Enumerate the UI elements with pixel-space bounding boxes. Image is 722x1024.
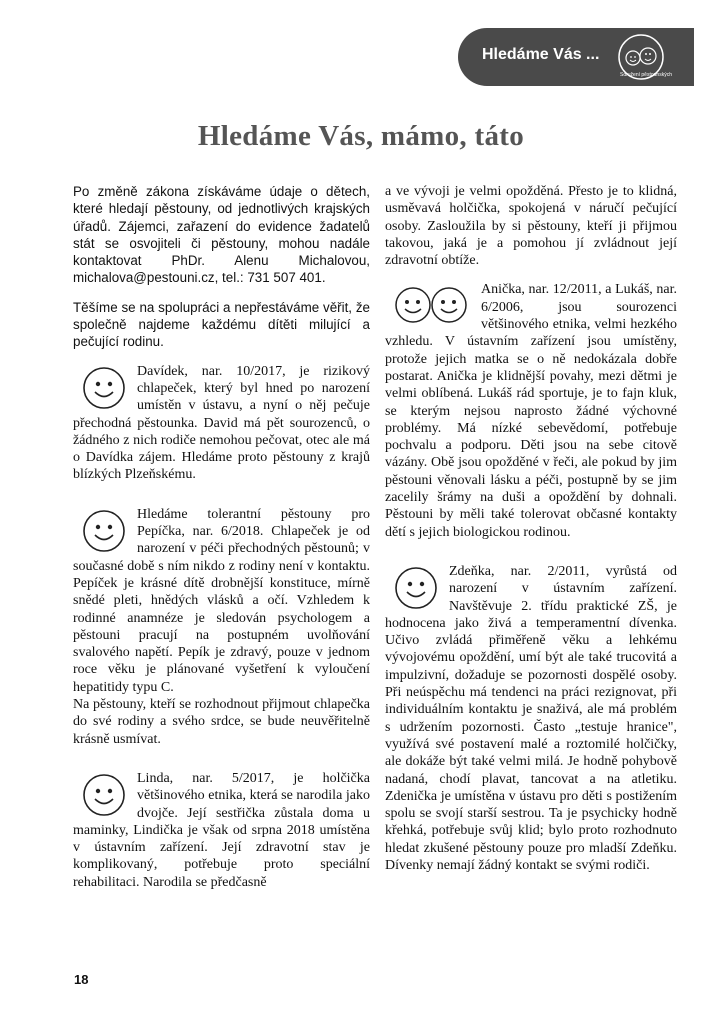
smiley-face-icon: [393, 565, 439, 611]
smiley-face-icon: [81, 508, 127, 554]
smiley-face-icon: [81, 772, 127, 818]
two-smiley-faces-icon: [393, 285, 473, 325]
section-header-label: Hledáme Vás ...: [482, 46, 600, 63]
pepicek-paragraph: Hledáme tolerantní pěstouny pro Pepíčka, nar. 6/2018. Chlapeček je od narození v péči přechodných pěstounů; v současné době s ním nikdo z rodiny není v kontaktu. Pepíček je krásné dítě drobnější konstituce, mírně snědé pleti, hnědých vlásků a očí. Vzhledem k rodinné anamnéze je sledován psychologem a pěstouni pracují na postupném uvolňování svalového napětí. Pepík je zdravý, pouze v jednom roce věku je plánované vyšetření k vyloučení hepatitidy typu C.: [73, 506, 370, 695]
smiley-face-icon: [81, 365, 127, 411]
linda-continued-paragraph: a ve vývoji je velmi opožděná. Přesto je to klidná, usměvavá holčička, spokojená v náručí pečující osoby. Zasloužila by si pěstouny, kteří ji přijmou takovou, jaká je a pomohou jí zvládnout její zdravotní obtíže.: [385, 184, 677, 269]
intro-paragraph: Po změně zákona získáváme údaje o dětech, které hledají pěstouny, od jednotlivých krajských úřadů. Zájemci, zařazení do evidence žadatelů stát se osvojiteli či pěstouny, mohou nadále kontaktovat PhDr. Alenu Michalovou, michalova@pestouni.cz, tel.: 731 507 401.: [73, 184, 370, 286]
anicka-lukas-paragraph: Anička, nar. 12/2011, a Lukáš, nar. 6/2006, jsou sourozenci většinového etnika, velmi hezkého vzhledu. V ústavním zařízení jsou umístěny, protože jejich matka se o ně nedokázala dobře postarat. Anička je klidnější povahy, mezi dětmi je velmi oblíbená. Lukáš rád sportuje, je to fajn kluk, se kterým nejsou naprosto žádné výchovné problémy. Má nízké sebevědomí, potřebuje pochvalu a podporu. Děti jsou na sebe citově vázány. Obě jsou opožděné v řeči, ale pokud by jim pěstouni věnovali lásku a péči, postupně by se jim zacelily šrámy na duši a opoždění by dohnali. Pěstouni by měli také tolerovat občasné kontakty dětí s jejich biologickou rodinou.: [385, 282, 677, 540]
david-paragraph: Davídek, nar. 10/2017, je rizikový chlapeček, který byl hned po narození umístěn v ústavu, a nyní o něj pečuje přechodná pěstounka. David má pět sourozenců, o žádného z nich rodiče nemohou pečovat, otec ale má o Davídka zájem. Hledáme proto pěstouny z krajů blízkých Plzeňskému.: [73, 363, 370, 483]
logo-text: Sdružení pěstounských: [620, 72, 672, 78]
right-column: [385, 183, 677, 874]
linda-paragraph: Linda, nar. 5/2017, je holčička většinového etnika, která se narodila jako dvojče. Její sestřička zůstala doma u maminky, Lindička je však od srpna 2018 umístěna v ústavním zařízení. Její zdravotní stav je komplikovaný, potřebuje proto speciální rehabilitaci. Narodila se předčasně: [73, 770, 370, 890]
zdenka-paragraph: Zdeňka, nar. 2/2011, vyrůstá od narození v ústavním zařízení. Navštěvuje 2. třídu praktické ZŠ, je hodnocena jako živá a temperamentní dívenka. Učivo zvládá přiměřeně věku a lehkému vývojovému opoždění, umí být ale také trucovitá a impulzivní, dožaduje se pozornosti dospělé osoby. Při neúspěchu má tendenci na práci rezignovat, při individuálním kontaktu je snaživá, ale má problém s udržením pozornosti. Často „testuje hranice", využívá své postavení malé a roztomilé holčičky, ale dokáže být také velmi milá. Je hodně pohybově nadaná, chodí plavat, tancovat a na atletiku. Zdenička je umístěna v ústavu pro děti s postižením spolu se svojí starší sestrou. Ta je psychicky hodně křehká, potřebuje svůj klid; bylo proto rozhodnuto hledat zkušené pěstouny pouze pro mladší Zdeňku. Dívenky nemají žádný kontakt se svými rodiči.: [385, 563, 677, 873]
cooperation-paragraph: Těšíme se na spolupráci a nepřestáváme věřit, že společně najdeme každému dítěti milující a pečující rodinu.: [73, 299, 370, 350]
page-number: 18: [74, 972, 89, 987]
left-column: [73, 183, 370, 891]
section-header-tab: [458, 28, 694, 86]
pepicek-paragraph-2: Na pěstouny, kteří se rozhodnout přijmout chlapečka do své rodiny a svého srdce, se bude neuvěřitelně krásně usmívat.: [73, 697, 370, 747]
page-title: Hledáme Vás, mámo, táto: [197, 120, 525, 152]
